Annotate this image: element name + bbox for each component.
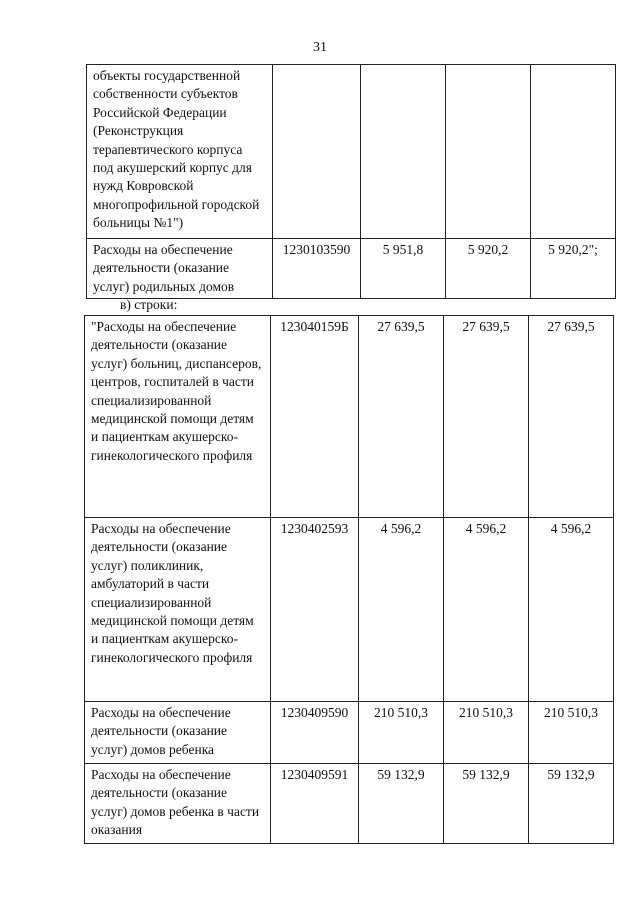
amount-cell: 5 951,8 — [361, 239, 446, 299]
expense-name-cell: Расходы на обеспечение деятельности (оказание услуг) поликлиник, амбулаторий в части специализированной медицинской помощи детям и пациенткам акушерско-гинекологического профиля — [85, 518, 271, 702]
amount-cell — [446, 65, 531, 239]
budget-table-continued — [86, 64, 616, 299]
page-number: 31 — [313, 40, 327, 55]
table-row — [87, 65, 616, 239]
budget-code-cell: 1230103590 — [273, 239, 361, 299]
amount-cell: 4 596,2 — [444, 518, 529, 702]
amount-cell: 27 639,5 — [444, 316, 529, 518]
table-row — [85, 702, 614, 764]
table-row — [87, 239, 616, 299]
budget-code-cell: 1230402593 — [271, 518, 359, 702]
amount-cell: 59 132,9 — [359, 764, 444, 844]
expense-name-cell: Расходы на обеспечение деятельности (оказание услуг) родильных домов — [87, 239, 273, 299]
amount-cell — [361, 65, 446, 239]
amount-cell: 27 639,5 — [359, 316, 444, 518]
table-row — [85, 316, 614, 518]
amount-cell: 27 639,5 — [529, 316, 614, 518]
budget-code-cell: 1230409590 — [271, 702, 359, 764]
amount-cell: 5 920,2 — [446, 239, 531, 299]
section-label: в) строки: — [120, 297, 178, 312]
budget-code-cell: 1230409591 — [271, 764, 359, 844]
amount-cell: 210 510,3 — [529, 702, 614, 764]
amount-cell: 5 920,2"; — [531, 239, 616, 299]
amount-cell: 210 510,3 — [444, 702, 529, 764]
budget-code-cell: 123040159Б — [271, 316, 359, 518]
table-row — [85, 764, 614, 844]
amount-cell: 210 510,3 — [359, 702, 444, 764]
budget-table-new-rows — [84, 315, 614, 844]
amount-cell: 59 132,9 — [444, 764, 529, 844]
amount-cell — [531, 65, 616, 239]
amount-cell: 4 596,2 — [529, 518, 614, 702]
budget-code-cell — [273, 65, 361, 239]
amount-cell: 59 132,9 — [529, 764, 614, 844]
expense-name-cell: Расходы на обеспечение деятельности (оказание услуг) домов ребенка в части оказания — [85, 764, 271, 844]
expense-name-cell: "Расходы на обеспечение деятельности (оказание услуг) больниц, диспансеров, центров, госпиталей в части специализированной медицинской помощи детям и пациенткам акушерско-гинекологического профиля — [85, 316, 271, 518]
expense-name-cell: объекты государственной собственности субъектов Российской Федерации (Реконструкция терапевтического корпуса под акушерский корпус для нужд Ковровской многопрофильной городской больницы №1") — [87, 65, 273, 239]
amount-cell: 4 596,2 — [359, 518, 444, 702]
table-row — [85, 518, 614, 702]
expense-name-cell: Расходы на обеспечение деятельности (оказание услуг) домов ребенка — [85, 702, 271, 764]
